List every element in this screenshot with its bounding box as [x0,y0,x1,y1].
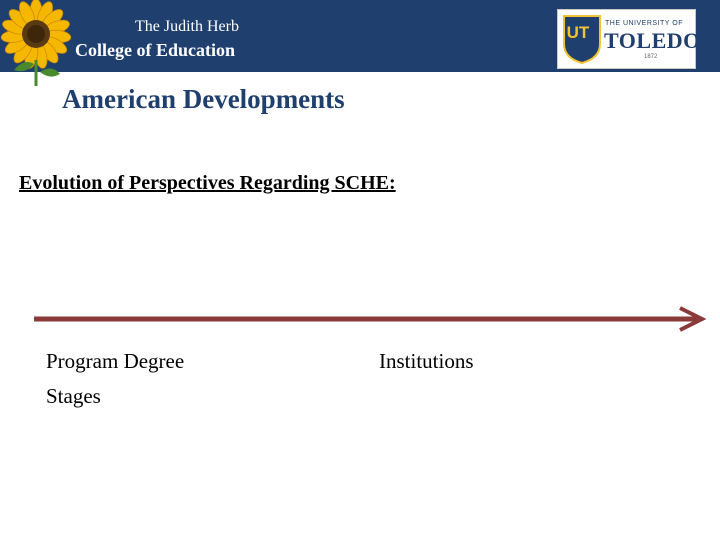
college-name-line1: The Judith Herb [135,18,239,35]
slide-title: American Developments [62,84,345,114]
logo-small-text: THE UNIVERSITY OF [605,20,683,27]
slide-subtitle: Evolution of Perspectives Regarding SCHE: [19,172,396,194]
arrow-mid-label: Institutions [379,349,474,373]
header-bar [0,0,720,72]
arrow-start-label-line1: Program Degree [46,349,185,373]
logo-year: 1872 [644,54,658,60]
sunflower-icon [0,0,72,86]
logo-monogram: UT [566,23,590,42]
arrow-start-label [46,344,184,414]
logo-big-text: TOLEDO [604,28,701,53]
university-logo [557,9,701,69]
timeline-arrow [34,306,706,332]
arrow-start-label-line2: Stages [46,384,101,408]
college-name-line2: College of Education [75,40,235,60]
